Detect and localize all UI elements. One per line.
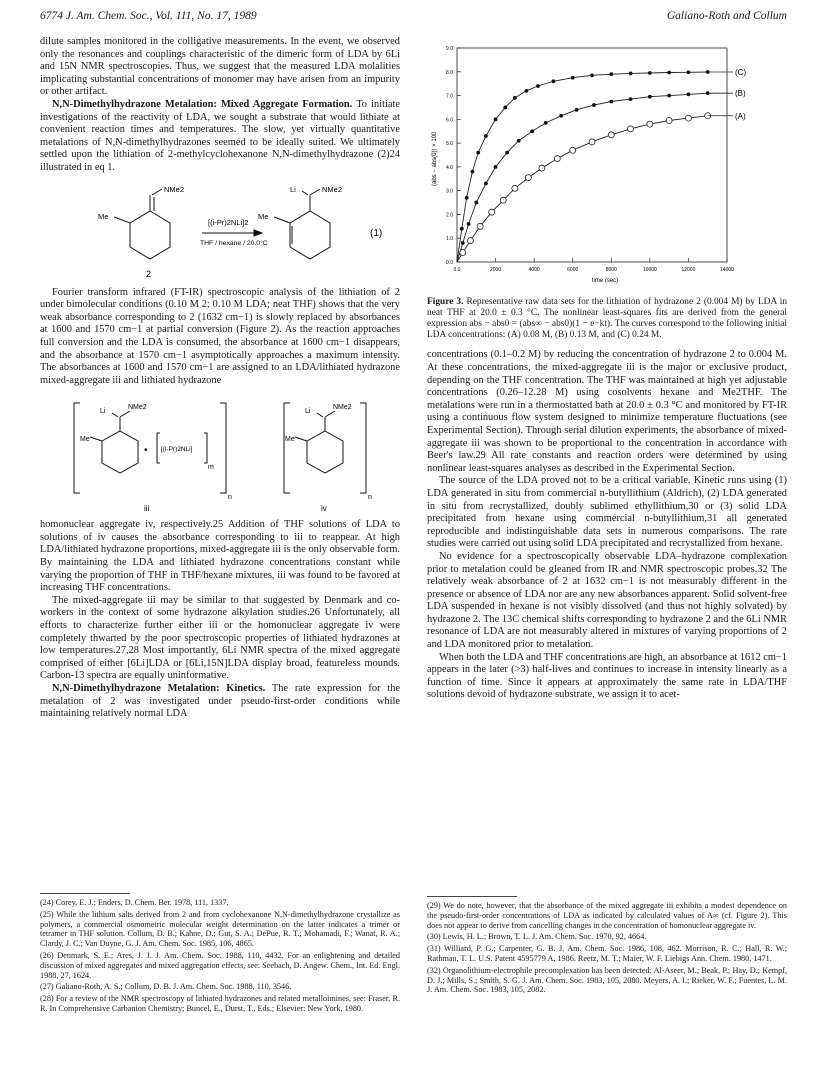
section-heading: N,N-Dimethylhydrazone Metalation: Kinetics.: [52, 683, 266, 694]
reaction-scheme: [40, 181, 400, 281]
right-footnotes: [427, 901, 787, 997]
footnote: (28) For a review of the NMR spectroscopy of lithiated hydrazones and related metalloimines, see: Fraser, R. R. In Comprehensive Carbanion Chemistry; Buncel, E., Durst, T., Eds.; Elsevier: New York, 1980.: [40, 994, 400, 1013]
iv-label: iv: [321, 504, 327, 514]
footnote: (31) Williard, P. G.; Carpenter, G. B. J. Am. Chem. Soc. 1986, 108, 462. Morrison, R. C.; Hall, R. W.; Rathman, T. L. U.S. Patent 4595779 A, 1986. Reetz, M. T.; Maier, W. F. Liebigs Ann. Chem. 1980, 1471.: [427, 944, 787, 963]
data-point: [629, 97, 633, 101]
conditions-label: THF / hexane / 20.0°C: [200, 239, 268, 247]
x-tick-label: 0.0: [453, 267, 461, 273]
data-point: [484, 182, 488, 186]
me-label: Me: [98, 211, 109, 221]
data-point: [465, 196, 469, 200]
figure-3: [427, 36, 787, 341]
footnote-rule: [427, 896, 517, 897]
series-label: (C): [735, 68, 747, 78]
footnote: (24) Corey, E. J.; Enders, D. Chem. Ber. 1978, 111, 1337.: [40, 898, 229, 907]
paragraph: When both the LDA and THF concentrations are high, an absorbance at 1612 cm−1 appears in the later (>3) half-lives and continues to increase in intensity linearly as a function of time. Since it appears at approximately the same rate in LDA/THF solutions devoid of hydrazone substrate, we assign it to acet-: [427, 651, 787, 701]
compound-number: 2: [146, 268, 152, 279]
data-point: [460, 227, 464, 231]
data-point: [517, 139, 521, 143]
iv-li-label: Li: [305, 408, 311, 416]
paragraph: The mixed-aggregate iii may be similar to that suggested by Denmark and co-workers in the context of some hydrazone alkylation studies.26 Unfortunately, all efforts to characterize further either iii or the homonuclear aggregate iv were completely thwarted by the poor spectroscopic properties of lithiated hydrazones at low temperatures.27,28 Most importantly, 6Li NMR spectra of the mixed aggregate comprised of either [6Li]LDA or [6Li,15N]LDA display broad, featureless mounds. Carbon-13 spectra are equally uninformative.: [40, 594, 400, 682]
paragraph: homonuclear aggregate iv, respectively.25 Addition of THF solutions of LDA to solutions of iv causes the absorbance corresponding to iii to reappear. At high LDA/lithiated hydrazone proportions, mixed-aggregate iii is the only observable form. By maintaining the LDA and lithiated hydrazone concentrations constant while varying the proportion of THF in THF/hexane mixtures, iii was found to be favored at increasing THF concentrations.: [40, 519, 400, 594]
journal-citation: 6774 J. Am. Chem. Soc., Vol. 111, No. 17, 1989: [40, 10, 257, 22]
data-point: [687, 70, 691, 74]
iii-m-subscript: m: [208, 464, 214, 472]
product-me-label: Me: [258, 211, 269, 221]
nme2-label: NMe2: [164, 184, 185, 194]
data-point: [666, 118, 672, 124]
footnote: (30) Lewis, H. L.; Brown, T. L. J. Am. Chem. Soc. 1970, 92, 4664.: [427, 932, 647, 942]
y-tick-label: 8.0: [446, 69, 453, 76]
series-label: (B): [735, 89, 746, 99]
data-point: [489, 209, 495, 215]
data-point: [629, 72, 633, 76]
figure-caption: [427, 297, 787, 342]
y-tick-label: 6.0: [446, 117, 453, 124]
iv-nme2-label: NMe2: [333, 404, 352, 412]
data-point: [500, 197, 506, 203]
data-point: [512, 185, 518, 191]
data-point: [554, 156, 560, 162]
data-point: [648, 95, 652, 99]
footnote-rule: [40, 893, 130, 894]
data-point: [575, 108, 579, 112]
footnote: (27) Galiano-Roth, A. S.; Collum, D. B. J. Am. Chem. Soc. 1988, 110, 3546.: [40, 982, 292, 992]
paragraph: concentrations (0.1–0.2 M) by reducing the concentration of hydrazone 2 to 0.004 M. At these concentrations, the mixed-aggregate iii is the major or exclusive product, depending on the THF concentration. The THF was maintained at high yet adjustable concentrations (0.26–12.28 M) using cosolvents hexane and Me2THF. The metalations were run in a thermostatted bath at 20.0 ± 0.3 °C and monitored by FT-IR using a continuous flow system designed to minimize temperature fluctuations (see Experimental Section). Through serial dilution experiments, the absorbance of mixed-aggregate iii was shown to be proportional to the concentration in accordance with Beer's law.29 All rate constants and reaction orders were determined by using nonlinear least-squares analyses as described in the Experimental Section.: [427, 349, 787, 474]
y-tick-label: 1.0: [446, 236, 453, 243]
data-point: [608, 132, 614, 138]
data-point: [590, 73, 594, 77]
data-point: [474, 201, 478, 205]
lda-unit-label: [(i-Pr)2NLi]: [161, 446, 193, 454]
section-heading: N,N-Dimethylhydrazone Metalation: Mixed Aggregate Formation.: [52, 98, 353, 110]
paragraph-text: The rate expression for the metalation of 2 was investigated under pseudo-first-order conditions while maintaining relatively normal LDA: [40, 683, 400, 720]
caption-text: Representative raw data sets for the lithiation of hydrazone 2 (0.004 M) by LDA in neat THF at 20.0 ± 0.3 °C. The nonlinear least-squares fits are derived from the general expression abs − abs0 = (abs∞ − abs0)(1 − e−kt). The curves correspond to the following initial LDA concentrations: (A) 0.08 M, (B) 0.13 M, and (C) 0.24 M.: [427, 296, 788, 341]
iv-n-subscript: n: [368, 494, 372, 502]
data-point: [536, 84, 540, 88]
left-column: [40, 36, 400, 721]
paragraph: The source of the LDA proved not to be a critical variable. Kinetic runs using (1) LDA generated in situ from commercial n-butyllithium (Aldrich), (2) LDA generated in situ from recrystallized, doubly sublimed ethyllithium,30 or (3) solid LDA precipitated from hexane using commercial n-butyllithium,31 all generated reproducible and indistinguishable data sets in numerous comparisons. The rate studies were carried out using solid LDA precipitated and recrystallized from hexane.: [427, 475, 787, 550]
left-footnotes: [40, 898, 400, 1016]
product-nme2-label: NMe2: [322, 184, 343, 194]
section-paragraph: [40, 683, 400, 721]
data-point: [559, 114, 563, 118]
x-tick-label: 6000: [567, 267, 579, 273]
data-point: [476, 151, 480, 155]
data-point: [468, 238, 474, 244]
li-label: Li: [290, 184, 296, 194]
data-point: [461, 241, 465, 245]
page-header: [40, 10, 787, 26]
data-point: [484, 134, 488, 138]
data-point: [609, 100, 613, 104]
data-point: [648, 71, 652, 75]
iii-nme2-label: NMe2: [128, 404, 147, 412]
y-tick-label: 7.0: [446, 93, 453, 100]
data-point: [544, 121, 548, 125]
aggregate-dot: •: [144, 445, 148, 457]
series-line: [457, 116, 708, 262]
data-point: [667, 94, 671, 98]
data-point: [471, 170, 475, 174]
data-point: [685, 115, 691, 121]
iii-li-label: Li: [100, 408, 106, 416]
y-tick-label: 2.0: [446, 212, 453, 219]
paragraph: Fourier transform infrared (FT-IR) spectroscopic analysis of the lithiation of 2 under bimolecular conditions (0.10 M 2; 0.10 M LDA; neat THF) shows that the very weak absorbance corresponding to 2 (1632 cm−1) is slowly replaced by absorbances at 1600 and 1570 cm−1 at partial conversion (Figure 2). As the reaction approaches full conversion and the LDA is consumed, the absorbance at 1600 cm−1 disappears, and the absorbance at 1570 cm−1 asymptotically approaches a maximum intensity. The absorbances at 1600 and 1570 cm−1 are assigned to an LDA/lithiated hydrazone mixed-aggregate iii and lithiated hydrazone: [40, 286, 400, 386]
data-point: [460, 249, 466, 255]
data-point: [609, 72, 613, 76]
y-tick-label: 0.0: [446, 260, 453, 266]
footnote: (29) We do note, however, that the absorbance of the mixed aggregate iii exhibits a modest dependence on the pseudo-first-order concentrations of LDA as indicated by calculated values of A∞ (cf. Figure 2). This does not appear to derive from cancelling changes in the concentration of homonuclear aggregate iv.: [427, 901, 787, 930]
footnote: (25) While the lithium salts derived from 2 and from cyclohexanone N,N-dimethylhydrazone crystallize as polymers, a commercial osmometric molecular weight determination on the latter indicates a trimer or tetramer in THF solution. Collum, D. B.; Kahne, D.; Gut, S. A.; DePue, R. T.; Mohamadi, F.; Wanat, R. A.; Clardy, J. C.; Van Duyne, G. J. Am. Chem. Soc. 1985, 106, 4865.: [40, 909, 400, 949]
data-point: [505, 151, 509, 155]
y-tick-label: 5.0: [446, 141, 453, 148]
footnote: (26) Denmark, S. E.; Ares, J. J. J. Am. Chem. Soc. 1988, 110, 4432. For an enlightening and detailed discussion of mixed aggregates and mixed aggregation effects, see: Seebach, D. Angew. Chem., Int. Ed. Engl. 1988, 27, 1624.: [40, 950, 400, 980]
data-point: [571, 76, 575, 80]
running-title: Galiano-Roth and Collum: [666, 10, 787, 22]
x-tick-label: 14000: [720, 267, 734, 273]
aggregate-structures: [40, 393, 400, 513]
data-point: [503, 106, 507, 110]
data-point: [530, 129, 534, 133]
data-point: [589, 139, 595, 145]
iii-me-label: Me: [80, 436, 90, 444]
data-point: [525, 175, 531, 181]
plot-frame: [457, 48, 727, 262]
equation-number: (1): [370, 227, 383, 239]
y-tick-label: 4.0: [446, 164, 453, 171]
iii-label: iii: [144, 504, 150, 514]
series-label: (A): [735, 111, 746, 121]
data-point: [647, 121, 653, 127]
data-point: [494, 165, 498, 169]
caption-label: Figure 3.: [427, 296, 464, 307]
data-point: [592, 103, 596, 107]
data-point: [628, 126, 634, 132]
data-point: [494, 117, 498, 121]
paragraph: No evidence for a spectroscopically observable LDA–hydrazone complexation prior to metalation could be gleaned from IR and NMR spectroscopic probes.32 The relatively weak absorbance of 2 at 1632 cm−1 is not measurably different in the presence or absence of LDA nor are any new absorbances apparent. Solid solvent-free LDA suspended in hexane is not visibly dissolved (and thus not highly solvated) by hydrazone 2. The 13C chemical shifts corresponding to hydrazone 2 and the 6Li NMR resonance of LDA are not measurably altered in mixtures of varying proportions of 2 and LDA monitored prior to metalation.: [427, 550, 787, 651]
x-tick-label: 10000: [642, 267, 657, 273]
x-tick-label: 2000: [490, 267, 502, 273]
y-tick-label: 3.0: [446, 188, 453, 195]
x-axis-label: time (sec): [591, 278, 619, 284]
data-point: [570, 147, 576, 153]
paragraph: dilute samples monitored in the colligative measurements. In the event, we observed only the resonances and couplings characteristic of the dimeric form of LDA by 6Li and 15N NMR spectroscopies. Thus, we suggest that the measured LDA molalities implicating substantial concentrations of monomer may have arisen from an impurity or other artifact.: [40, 36, 400, 98]
y-tick-label: 9.0: [446, 46, 453, 52]
footnote: (32) Organolithium-electrophile precomplexation has been detected: Al-Aseer, M.; Beak, P.; Hay, D.; Kempf, D. J.; Mills, S.; Smith, S. G. J. Am. Chem. Soc. 1983, 105, 2080. Meyers, A. I.; Rieker, W. F.; Fuentes, L. M. J. Am. Chem. Soc. 1983, 105, 2082.: [427, 965, 787, 995]
iii-n-subscript: n: [228, 494, 232, 502]
x-tick-label: 12000: [681, 267, 696, 273]
data-point: [667, 71, 671, 75]
data-point: [552, 79, 556, 83]
reagent-label: [(i-Pr)2NLi]2: [208, 217, 249, 227]
kinetics-chart: [427, 36, 787, 286]
iv-me-label: Me: [285, 436, 295, 444]
section-paragraph: [40, 99, 400, 175]
data-point: [513, 96, 517, 100]
y-axis-label: (abs − abs(0)) × 100: [432, 131, 438, 186]
data-point: [477, 223, 483, 229]
x-tick-label: 8000: [605, 267, 617, 273]
data-point: [539, 165, 545, 171]
x-tick-label: 4000: [528, 267, 540, 273]
data-point: [687, 92, 691, 96]
data-point: [525, 89, 529, 93]
data-point: [467, 222, 471, 226]
right-column: [427, 36, 787, 702]
paragraph-text: To initiate investigations of the reactivity of LDA, we sought a substrate that would lithiate at convenient reaction times and temperatures. The slow, yet virtually quantitative metalations of N,N-dimethylhydrazones seemed to be ideally suited. We ultimately settled upon the lithiation of 2-methylcyclohexanone N,N-dimethylhydrazone (2)24 illustrated in eq 1.: [40, 98, 400, 173]
